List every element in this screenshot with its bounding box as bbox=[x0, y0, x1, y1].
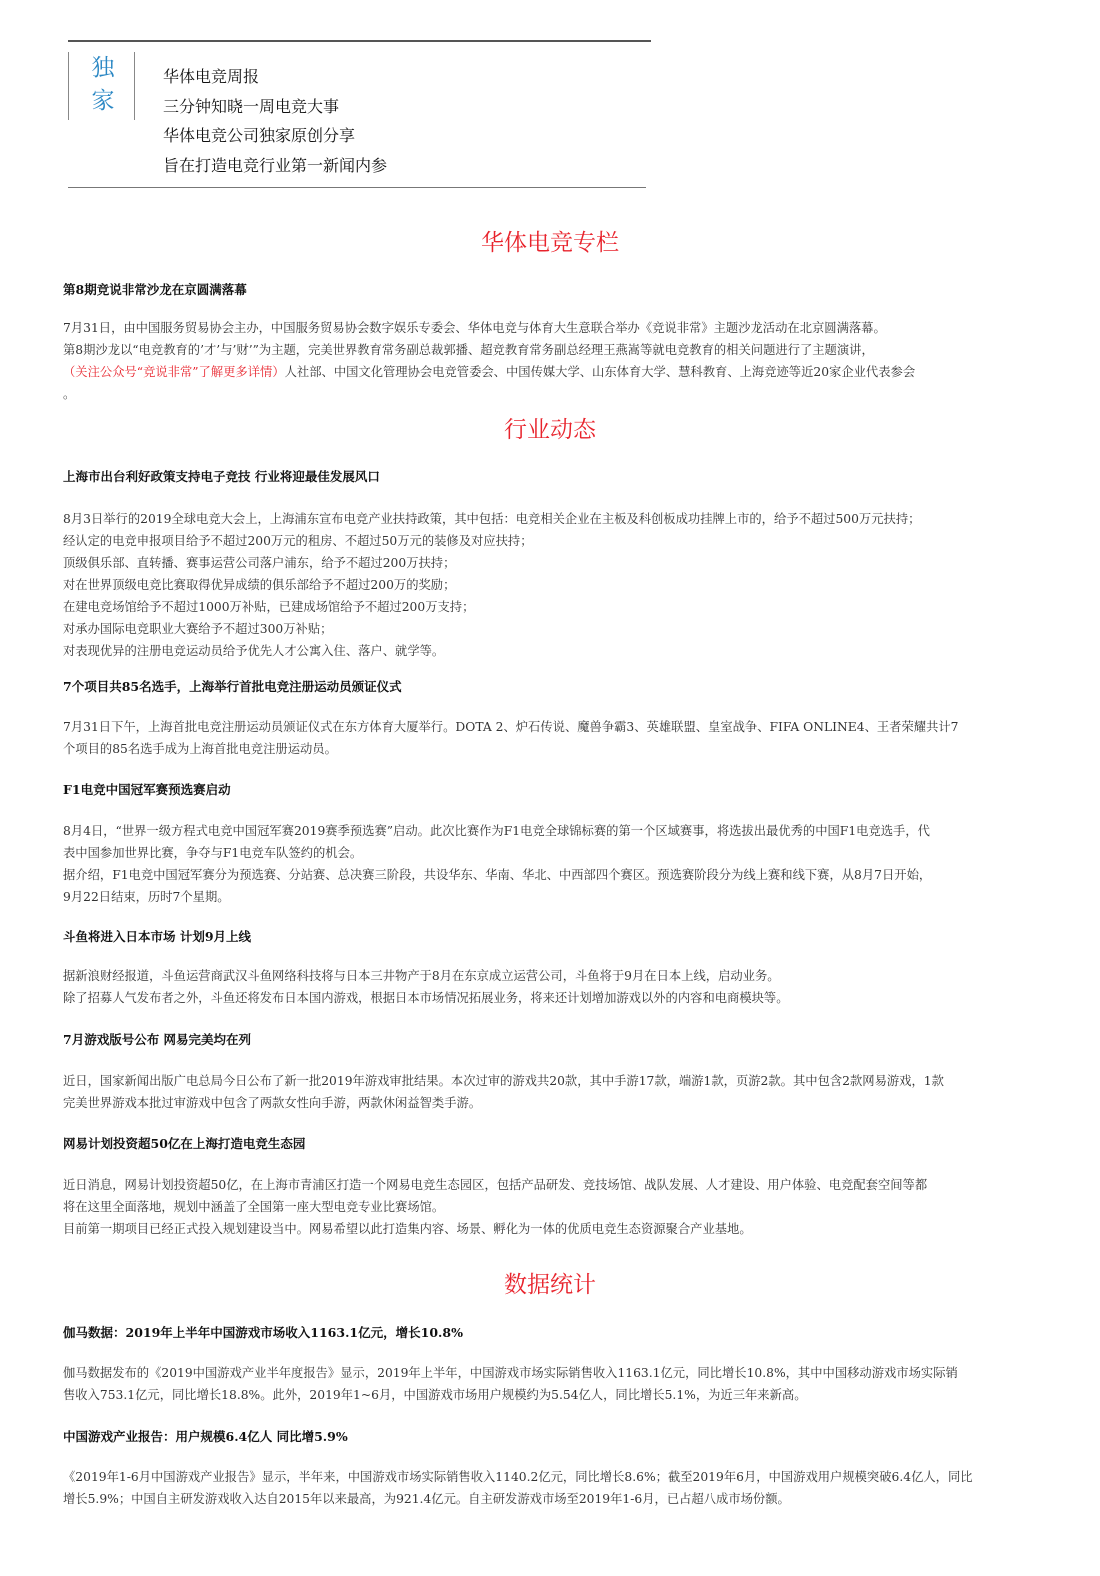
badge-right-divider bbox=[134, 52, 135, 120]
body-line: 售收入753.1亿元，同比增长18.8%。此外，2019年1~6月，中国游戏市场用户规模约为5.54亿人，同比增长5.1%，为近三年来新高。 bbox=[63, 1388, 807, 1402]
article-title: F1电竞中国冠军赛预选赛启动 bbox=[63, 782, 231, 797]
header-tagline bbox=[163, 62, 387, 180]
article-title: 7个项目共85名选手，上海举行首批电竞注册运动员颁证仪式 bbox=[63, 679, 402, 694]
badge-left-divider bbox=[68, 52, 69, 120]
body-line: 近日消息，网易计划投资超50亿，在上海市青浦区打造一个网易电竞生态园区，包括产品研发、竞技场馆、战队发展、人才建设、用户体验、电竞配套空间等都 bbox=[63, 1178, 928, 1192]
article-title: 7月游戏版号公布 网易完美均在列 bbox=[63, 1032, 252, 1047]
body-line: 经认定的电竞申报项目给予不超过200万元的租房、不超过50万元的装修及对应扶持； bbox=[63, 534, 533, 548]
body-line: 个项目的85名选手成为上海首批电竞注册运动员。 bbox=[63, 742, 337, 756]
header-line: 旨在打造电竞行业第一新闻内参 bbox=[163, 155, 388, 175]
body-line: 完美世界游戏本批过审游戏中包含了两款女性向手游，两款休闲益智类手游。 bbox=[63, 1096, 482, 1110]
body-line: 对表现优异的注册电竞运动员给予优先人才公寓入住、落户、就学等。 bbox=[63, 644, 445, 658]
article-title: 斗鱼将进入日本市场 计划9月上线 bbox=[63, 929, 252, 944]
body-line: 目前第一期项目已经正式投入规划建设当中。网易希望以此打造集内容、场景、孵化为一体的优质电竞生态资源聚合产业基地。 bbox=[63, 1222, 752, 1236]
body-line: 顶级俱乐部、直转播、赛事运营公司落户浦东，给予不超过200万扶持； bbox=[63, 556, 456, 570]
section-heading-statistics: 数据统计 bbox=[504, 1272, 596, 1298]
article-title: 伽马数据：2019年上半年中国游戏市场收入1163.1亿元，增长10.8% bbox=[63, 1325, 463, 1340]
body-line: 增长5.9%；中国自主研发游戏收入达自2015年以来最高，为921.4亿元。自主研发游戏市场至2019年1-6月，已占超八成市场份额。 bbox=[63, 1492, 790, 1506]
header-bottom-rule bbox=[68, 187, 646, 188]
article-title: 第8期竞说非常沙龙在京圆满落幕 bbox=[63, 282, 247, 297]
article-body bbox=[63, 1466, 1043, 1510]
article-body bbox=[63, 1174, 1043, 1240]
body-line: 7月31日，由中国服务贸易协会主办，中国服务贸易协会数字娱乐专委会、华体电竞与体育大生意联合举办《竞说非常》主题沙龙活动在北京圆满落幕。 bbox=[63, 321, 886, 335]
header-line: 华体电竞公司独家原创分享 bbox=[163, 126, 356, 145]
body-line: 伽马数据发布的《2019中国游戏产业半年度报告》显示，2019年上半年，中国游戏市场实际销售收入1163.1亿元，同比增长10.8%，其中中国移动游戏市场实际销 bbox=[63, 1366, 958, 1380]
article-body bbox=[63, 965, 1043, 1009]
body-line: 《2019年1-6月中国游戏产业报告》显示，半年来，中国游戏市场实际销售收入1140.2亿元，同比增长8.6%；截至2019年6月，中国游戏用户规模突破6.4亿人，同比 bbox=[63, 1470, 973, 1484]
body-line: 8月3日举行的2019全球电竞大会上，上海浦东宣布电竞产业扶持政策，其中包括：电竞相关企业在主板及科创板成功挂牌上市的，给予不超过500万元扶持； bbox=[63, 512, 921, 526]
article-body bbox=[63, 1362, 1043, 1406]
body-line: 对承办国际电竞职业大赛给予不超过300万补贴； bbox=[63, 622, 333, 636]
article-body bbox=[63, 716, 1043, 760]
follow-account-note: （关注公众号“竞说非常”了解更多详情） bbox=[63, 365, 285, 379]
body-line: 近日，国家新闻出版广电总局今日公布了新一批2019年游戏审批结果。本次过审的游戏共20款，其中手游17款，端游1款，页游2款。其中包含2款网易游戏，1款 bbox=[63, 1074, 944, 1088]
body-line: 。 bbox=[63, 387, 76, 401]
body-line: 9月22日结束，历时7个星期。 bbox=[63, 890, 230, 904]
body-line: 除了招募人气发布者之外，斗鱼还将发布日本国内游戏，根据日本市场情况拓展业务，将来还计划增加游戏以外的内容和电商模块等。 bbox=[63, 991, 789, 1005]
body-line: 在建电竞场馆给予不超过1000万补贴，已建成场馆给予不超过200万支持； bbox=[63, 600, 475, 614]
header-top-rule bbox=[68, 40, 651, 42]
article-body bbox=[63, 1070, 1043, 1114]
header-line: 华体电竞周报 bbox=[163, 67, 260, 86]
body-line: 7月31日下午，上海首批电竞注册运动员颁证仪式在东方体育大厦举行。DOTA 2、炉石传说、魔兽争霸3、英雄联盟、皇室战争、FIFA ONLINE4、王者荣耀共计7 bbox=[63, 720, 959, 734]
badge-char-2: 家 bbox=[91, 88, 115, 114]
article-title: 上海市出台利好政策支持电子竞技 行业将迎最佳发展风口 bbox=[63, 469, 380, 484]
body-line: 8月4日，“世界一级方程式电竞中国冠军赛2019赛季预选赛”启动。此次比赛作为F1电竞全球锦标赛的第一个区域赛事，将选拔出最优秀的中国F1电竞选手，代 bbox=[63, 824, 930, 838]
badge-char-1: 独 bbox=[91, 55, 115, 81]
header-line: 三分钟知晓一周电竞大事 bbox=[163, 96, 340, 116]
body-line: 据介绍，F1电竞中国冠军赛分为预选赛、分站赛、总决赛三阶段，共设华东、华南、华北、中西部四个赛区。预选赛阶段分为线上赛和线下赛，从8月7日开始， bbox=[63, 868, 932, 882]
attendee-text: 人社部、中国文化管理协会电竞管委会、中国传媒大学、山东体育大学、慧科教育、上海竞迹等近20家企业代表参会 bbox=[284, 365, 916, 379]
body-line: 第8期沙龙以“电竞教育的’才’与’财’”为主题，完美世界教育常务副总裁郭播、超竞教育常务副总经理王燕嵩等就电竞教育的相关问题进行了主题演讲， bbox=[63, 343, 874, 357]
article-body bbox=[63, 820, 1043, 908]
exclusive-badge bbox=[86, 52, 120, 118]
article-body bbox=[63, 508, 1043, 662]
section-heading-industry: 行业动态 bbox=[504, 417, 596, 443]
article-title: 中国游戏产业报告：用户规模6.4亿人 同比增5.9% bbox=[63, 1429, 348, 1444]
body-line: 据新浪财经报道，斗鱼运营商武汉斗鱼网络科技将与日本三井物产于8月在东京成立运营公司，斗鱼将于9月在日本上线，启动业务。 bbox=[63, 969, 780, 983]
body-line: 将在这里全面落地，规划中涵盖了全国第一座大型电竞专业比赛场馆。 bbox=[63, 1200, 445, 1214]
body-line bbox=[63, 361, 1043, 383]
body-line: 表中国参加世界比赛，争夺与F1电竞车队签约的机会。 bbox=[63, 846, 363, 860]
article-body bbox=[63, 317, 1043, 405]
body-line: 对在世界顶级电竞比赛取得优异成绩的俱乐部给予不超过200万的奖励； bbox=[63, 578, 456, 592]
article-title: 网易计划投资超50亿在上海打造电竞生态园 bbox=[63, 1136, 306, 1151]
section-heading-column: 华体电竞专栏 bbox=[481, 230, 619, 256]
